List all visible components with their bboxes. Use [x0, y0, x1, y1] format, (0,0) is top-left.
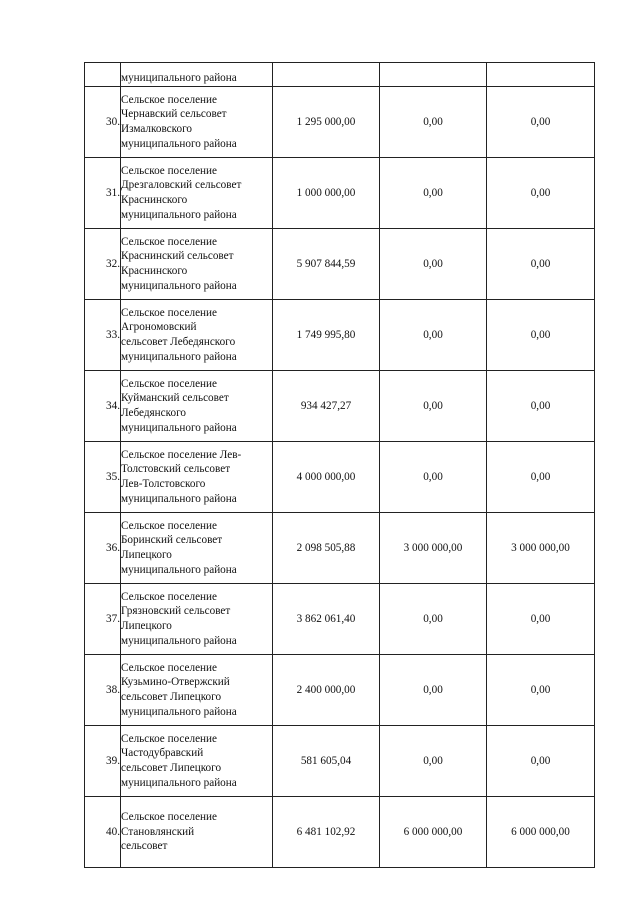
settlement-name-line: муниципального района	[121, 72, 237, 85]
row-number-cell: 35.	[85, 442, 121, 513]
amount-cell-3: 0,00	[487, 442, 595, 513]
settlement-name-line: Лебедянского	[121, 407, 186, 419]
settlement-name-line: Кузьмино-Отвержский	[121, 676, 230, 689]
table-row	[85, 229, 595, 300]
settlement-name-line: муниципального района	[121, 208, 237, 221]
amount-cell-1: 1 295 000,00	[273, 87, 380, 158]
settlement-name-cell	[121, 229, 273, 300]
table-row	[85, 513, 595, 584]
amount-cell-2: 0,00	[380, 229, 487, 300]
settlement-name-line: Частодубравский	[121, 747, 204, 760]
table-row	[85, 584, 595, 655]
amount-cell-3: 0,00	[487, 300, 595, 371]
amount-cell-2: 0,00	[380, 371, 487, 442]
settlement-name-cell	[121, 584, 273, 655]
amount-cell-2: 0,00	[380, 87, 487, 158]
settlement-name-line: муниципального района	[121, 279, 237, 292]
amount-cell-3: 0,00	[487, 584, 595, 655]
row-number-cell: 38.	[85, 655, 121, 726]
table-row	[85, 797, 595, 868]
row-number-cell: 31.	[85, 158, 121, 229]
settlement-name-line: Грязновский сельсовет	[121, 605, 231, 618]
amount-cell-3	[487, 63, 595, 87]
settlement-name-line: муниципального района	[121, 776, 237, 789]
amount-cell-1: 1 000 000,00	[273, 158, 380, 229]
table-row-continued	[85, 63, 595, 87]
amount-cell-1: 6 481 102,92	[273, 797, 380, 868]
settlement-name-line: Краснинского	[121, 194, 188, 206]
settlement-name-line: Сельское поселение	[121, 519, 217, 532]
settlement-name-line: Агрономовский	[121, 321, 197, 334]
row-number-cell: 36.	[85, 513, 121, 584]
table-row	[85, 158, 595, 229]
settlement-name-line: Сельское поселение	[121, 811, 217, 824]
amount-cell-2: 3 000 000,00	[380, 513, 487, 584]
table-row	[85, 87, 595, 158]
settlement-name-line: Измалковского	[121, 123, 192, 135]
table-row	[85, 442, 595, 513]
row-number-cell: 32.	[85, 229, 121, 300]
amount-cell-3: 0,00	[487, 726, 595, 797]
settlement-name-line: Боринский сельсовет	[121, 534, 223, 547]
table-row	[85, 371, 595, 442]
amount-cell-2: 0,00	[380, 655, 487, 726]
settlement-name-line: муниципального района	[121, 350, 237, 363]
settlement-name-cell	[121, 442, 273, 513]
table-row	[85, 726, 595, 797]
settlement-name-line: Сельское поселение	[121, 93, 217, 106]
amount-cell-2	[380, 63, 487, 87]
amount-cell-2: 0,00	[380, 158, 487, 229]
amount-cell-3: 0,00	[487, 87, 595, 158]
budget-allocation-table	[84, 62, 595, 868]
settlement-name-line: Лев-Толстовского	[121, 478, 206, 490]
settlement-name-cell	[121, 63, 273, 87]
settlement-name-line: Липецкого	[121, 549, 172, 561]
amount-cell-3: 0,00	[487, 655, 595, 726]
amount-cell-1: 5 907 844,59	[273, 229, 380, 300]
amount-cell-1: 581 605,04	[273, 726, 380, 797]
row-number-cell: 37.	[85, 584, 121, 655]
row-number-cell	[85, 63, 121, 87]
amount-cell-2: 0,00	[380, 726, 487, 797]
settlement-name-line: муниципального района	[121, 563, 237, 576]
row-number-cell: 34.	[85, 371, 121, 442]
amount-cell-1: 934 427,27	[273, 371, 380, 442]
settlement-name-line: Сельское поселение Лев-	[121, 448, 242, 461]
amount-cell-3: 3 000 000,00	[487, 513, 595, 584]
settlement-name-line: муниципального района	[121, 634, 237, 647]
amount-cell-1: 2 400 000,00	[273, 655, 380, 726]
amount-cell-1: 4 000 000,00	[273, 442, 380, 513]
settlement-name-cell	[121, 513, 273, 584]
settlement-name-cell	[121, 726, 273, 797]
settlement-name-line: сельсовет Липецкого	[121, 762, 222, 774]
settlement-name-cell	[121, 655, 273, 726]
amount-cell-1: 2 098 505,88	[273, 513, 380, 584]
settlement-name-cell	[121, 158, 273, 229]
table-row	[85, 300, 595, 371]
settlement-name-line: Толстовский сельсовет	[121, 463, 231, 476]
row-number-cell: 33.	[85, 300, 121, 371]
amount-cell-1: 3 862 061,40	[273, 584, 380, 655]
settlement-name-line: Сельское поселение	[121, 661, 217, 674]
amount-cell-2: 0,00	[380, 584, 487, 655]
settlement-name-cell	[121, 300, 273, 371]
amount-cell-1: 1 749 995,80	[273, 300, 380, 371]
amount-cell-3: 0,00	[487, 158, 595, 229]
settlement-name-line: Краснинского	[121, 265, 188, 277]
settlement-name-line: Куйманский сельсовет	[121, 392, 229, 405]
settlement-name-cell	[121, 371, 273, 442]
table-row	[85, 655, 595, 726]
settlement-name-cell	[121, 797, 273, 868]
settlement-name-line: Дрезгаловский сельсовет	[121, 179, 242, 192]
settlement-name-line: муниципального района	[121, 492, 237, 505]
settlement-name-line: Сельское поселение	[121, 164, 217, 177]
amount-cell-2: 6 000 000,00	[380, 797, 487, 868]
settlement-name-line: муниципального района	[121, 137, 237, 150]
settlement-name-line: Краснинский сельсовет	[121, 250, 234, 263]
settlement-name-line: Становлянский	[121, 825, 195, 838]
settlement-name-line: Сельское поселение	[121, 235, 217, 248]
row-number-cell: 30.	[85, 87, 121, 158]
settlement-name-line: муниципального района	[121, 705, 237, 718]
amount-cell-3: 6 000 000,00	[487, 797, 595, 868]
settlement-name-line: Сельское поселение	[121, 590, 217, 603]
settlement-name-line: Липецкого	[121, 620, 172, 632]
row-number-cell: 40.	[85, 797, 121, 868]
settlement-name-line: сельсовет	[121, 840, 168, 853]
settlement-name-line: Сельское поселение	[121, 377, 217, 390]
settlement-name-line: сельсовет Лебедянского	[121, 336, 236, 348]
settlement-name-line: Чернавский сельсовет	[121, 108, 227, 121]
settlement-name-line: Сельское поселение	[121, 306, 217, 319]
row-number-cell: 39.	[85, 726, 121, 797]
settlement-name-line: Сельское поселение	[121, 732, 217, 745]
settlement-name-cell	[121, 87, 273, 158]
amount-cell-1	[273, 63, 380, 87]
amount-cell-2: 0,00	[380, 300, 487, 371]
amount-cell-2: 0,00	[380, 442, 487, 513]
settlement-name-line: муниципального района	[121, 421, 237, 434]
settlement-name-line: сельсовет Липецкого	[121, 691, 222, 703]
table-body	[85, 63, 595, 868]
amount-cell-3: 0,00	[487, 371, 595, 442]
amount-cell-3: 0,00	[487, 229, 595, 300]
